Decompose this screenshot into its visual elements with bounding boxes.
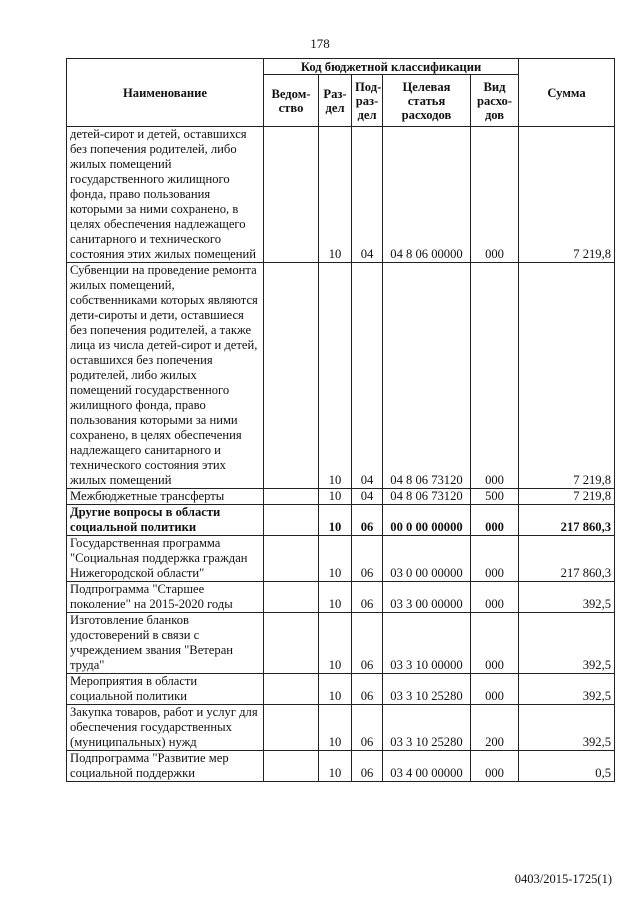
row-vedomstvo xyxy=(264,613,319,674)
row-target-code: 04 8 06 00000 xyxy=(383,127,471,263)
row-name: Подпрограмма "Развитие мер социальной поддержки xyxy=(67,751,264,782)
row-name: Изготовление бланков удостоверений в связи с учреждением звания "Ветеран труда" xyxy=(67,613,264,674)
row-razdel: 10 xyxy=(319,489,352,505)
row-expense-type: 200 xyxy=(471,705,519,751)
row-vedomstvo xyxy=(264,751,319,782)
row-name: Подпрограмма "Старшее поколение" на 2015-2020 годы xyxy=(67,582,264,613)
row-expense-type: 000 xyxy=(471,674,519,705)
table-row xyxy=(67,505,615,536)
row-vedomstvo xyxy=(264,505,319,536)
table-row xyxy=(67,751,615,782)
row-name: детей-сирот и детей, оставшихся без попечения родителей, либо жилых помещений государственного жилищного фонда, право пользования которыми за ними сохранено, в целях обеспечения надлежащего санитарного и технического состояния этих жилых помещений xyxy=(67,127,264,263)
row-sum: 7 219,8 xyxy=(519,489,615,505)
row-name: Другие вопросы в области социальной политики xyxy=(67,505,264,536)
row-vedomstvo xyxy=(264,536,319,582)
row-expense-type: 000 xyxy=(471,582,519,613)
row-expense-type: 000 xyxy=(471,505,519,536)
table-row xyxy=(67,263,615,489)
row-name: Закупка товаров, работ и услуг для обеспечения государственных (муниципальных) нужд xyxy=(67,705,264,751)
budget-table xyxy=(66,58,615,782)
page-number: 178 xyxy=(310,36,330,51)
row-sum: 392,5 xyxy=(519,705,615,751)
row-expense-type: 500 xyxy=(471,489,519,505)
row-expense-type: 000 xyxy=(471,536,519,582)
row-sum: 7 219,8 xyxy=(519,263,615,489)
row-podrazdel: 04 xyxy=(352,489,383,505)
row-vedomstvo xyxy=(264,674,319,705)
row-sum: 392,5 xyxy=(519,582,615,613)
row-razdel: 10 xyxy=(319,613,352,674)
header-podrazdel: Под-раз-дел xyxy=(352,75,383,127)
row-target-code: 03 3 10 00000 xyxy=(383,613,471,674)
header-vedomstvo: Ведом-ство xyxy=(264,75,319,127)
table-body xyxy=(67,127,615,782)
row-vedomstvo xyxy=(264,705,319,751)
row-razdel: 10 xyxy=(319,127,352,263)
row-vedomstvo xyxy=(264,582,319,613)
row-target-code: 03 4 00 00000 xyxy=(383,751,471,782)
table-row xyxy=(67,489,615,505)
row-razdel: 10 xyxy=(319,705,352,751)
header-summa: Сумма xyxy=(519,59,615,127)
row-expense-type: 000 xyxy=(471,127,519,263)
table-row xyxy=(67,582,615,613)
row-target-code: 03 3 00 00000 xyxy=(383,582,471,613)
row-podrazdel: 04 xyxy=(352,263,383,489)
table-row xyxy=(67,674,615,705)
row-name: Субвенции на проведение ремонта жилых помещений, собственниками которых являются дети-сироты и дети, оставшиеся без попечения родителей, а также лица из числа детей-сирот и детей, оставшихся без попечения родителей, либо жилых помещений государственного жилищного фонда, право пользования которыми за ними сохранено, в целях обеспечения надлежащего санитарного и технического состояния этих жилых помещений xyxy=(67,263,264,489)
row-vedomstvo xyxy=(264,489,319,505)
row-sum: 392,5 xyxy=(519,674,615,705)
row-target-code: 04 8 06 73120 xyxy=(383,263,471,489)
row-podrazdel: 06 xyxy=(352,505,383,536)
row-razdel: 10 xyxy=(319,751,352,782)
header-razdel: Раз-дел xyxy=(319,75,352,127)
row-expense-type: 000 xyxy=(471,751,519,782)
table-row xyxy=(67,705,615,751)
row-podrazdel: 06 xyxy=(352,705,383,751)
row-razdel: 10 xyxy=(319,674,352,705)
row-sum: 7 219,8 xyxy=(519,127,615,263)
row-target-code: 03 3 10 25280 xyxy=(383,705,471,751)
row-podrazdel: 06 xyxy=(352,674,383,705)
row-sum: 392,5 xyxy=(519,613,615,674)
row-razdel: 10 xyxy=(319,582,352,613)
table-row xyxy=(67,127,615,263)
row-podrazdel: 06 xyxy=(352,751,383,782)
row-expense-type: 000 xyxy=(471,613,519,674)
row-razdel: 10 xyxy=(319,536,352,582)
row-target-code: 03 3 10 25280 xyxy=(383,674,471,705)
row-razdel: 10 xyxy=(319,505,352,536)
row-expense-type: 000 xyxy=(471,263,519,489)
header-celevaya: Целевая статья расходов xyxy=(383,75,471,127)
row-podrazdel: 06 xyxy=(352,582,383,613)
row-target-code: 03 0 00 00000 xyxy=(383,536,471,582)
row-razdel: 10 xyxy=(319,263,352,489)
header-vid: Вид расхо-дов xyxy=(471,75,519,127)
header-code-group: Код бюджетной классификации xyxy=(264,59,519,75)
table-row xyxy=(67,536,615,582)
document-code: 0403/2015-1725(1) xyxy=(514,872,612,886)
row-sum: 217 860,3 xyxy=(519,536,615,582)
row-target-code: 00 0 00 00000 xyxy=(383,505,471,536)
row-name: Мероприятия в области социальной политики xyxy=(67,674,264,705)
row-vedomstvo xyxy=(264,127,319,263)
row-name: Межбюджетные трансферты xyxy=(67,489,264,505)
row-podrazdel: 06 xyxy=(352,613,383,674)
table-row xyxy=(67,613,615,674)
row-name: Государственная программа "Социальная поддержка граждан Нижегородской области" xyxy=(67,536,264,582)
row-sum: 0,5 xyxy=(519,751,615,782)
row-podrazdel: 04 xyxy=(352,127,383,263)
header-name: Наименование xyxy=(67,59,264,127)
row-podrazdel: 06 xyxy=(352,536,383,582)
row-target-code: 04 8 06 73120 xyxy=(383,489,471,505)
row-vedomstvo xyxy=(264,263,319,489)
row-sum: 217 860,3 xyxy=(519,505,615,536)
